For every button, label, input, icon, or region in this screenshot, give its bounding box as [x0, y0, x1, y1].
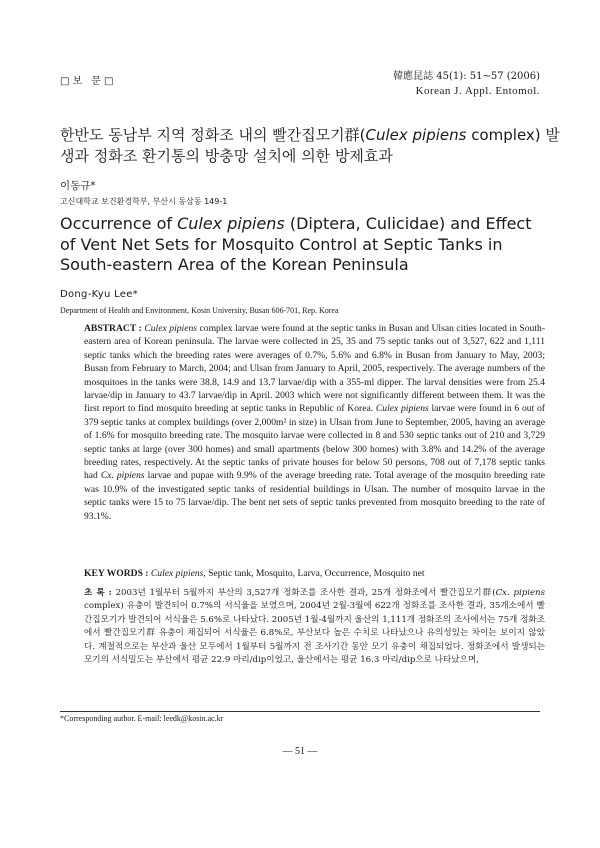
summary-label: 초 록 :	[84, 588, 112, 598]
abstract-label: ABSTRACT :	[84, 323, 142, 334]
abstract-species-2: Culex pipiens	[375, 403, 429, 415]
title-english-part2: (Diptera, Culicidae) and Effect of Vent Net Sets for Mosquito Control at Septic Tanks in South-eastern Area of the Korean Peninsula	[60, 214, 532, 274]
journal-reference: 韓應昆誌 45(1): 51∼57 (2006)	[393, 71, 540, 82]
page-number: ― 51 ―	[282, 746, 318, 757]
abstract-species-3: Cx. pipiens	[100, 470, 145, 482]
journal-name: Korean J. Appl. Entomol.	[415, 85, 540, 97]
keywords	[84, 567, 545, 580]
summary-text-1: 2003년 1월부터 5월까지 부산의 3,527개 정화조를 조사한 결과, 25개 정화조에서 빨간집모기群(	[111, 588, 496, 598]
abstract-species-1: Culex pipiens	[144, 323, 197, 334]
abstract	[84, 322, 545, 523]
affiliation-korean: 고신대학교 보건환경학부, 부산시 동삼동 149-1	[60, 197, 228, 206]
author-english: Dong-Kyu Lee*	[60, 289, 138, 300]
title-korean-part1: 한반도 동남부 지역 정화조 내의 빨간집모기群(	[60, 126, 366, 144]
title-english-species: Culex pipiens	[177, 214, 285, 233]
footnote-divider	[60, 711, 540, 712]
section-label: □보 문□	[60, 76, 117, 87]
keywords-label: KEY WORDS :	[84, 568, 149, 579]
keywords-species: Culex pipiens	[150, 568, 204, 579]
title-english	[60, 214, 550, 276]
abstract-text-2: larvae were found in 6 out of 379 septic tanks at complex buildings (over 2,000m² in size) in Ulsan from June to September, 2005, having an average of 1.6% for mosquito breeding rate. The mosquito larvae were collected in 8 and 530 septic tanks out of 210 and 3,729 septic tanks at large (over 300 homes) and small apartments (below 300 homes) with 3.8% and 14.2% of the average breeding rates, respectively. At the septic tanks of private houses for below 50 persons, 708 out of 7,178 septic tanks had	[84, 403, 545, 482]
corresponding-author-footnote: *Corresponding author. E-mail: leedk@kosin.ac.kr	[60, 714, 224, 723]
abstract-text-3: larvae and pupae with 9.9% of the average breeding rate. Total average of the mosquito breeding rate was 10.9% of the investigated septic tanks of residential buildings in Ulsan. The number of mosquito larvae in the septic tanks were 15 to 75 larvae/dip. The bent net sets of septic tanks prevented from mosquito breeding to the rate of 93.1%.	[84, 470, 546, 522]
summary-species: Cx. pipiens	[495, 588, 546, 598]
summary-korean	[84, 587, 545, 667]
affiliation-english: Department of Health and Environment, Kosin University, Busan 606-701, Rep. Korea	[60, 306, 339, 315]
title-korean	[60, 125, 560, 167]
title-korean-species: Culex pipiens	[365, 126, 467, 144]
journal-header	[393, 70, 540, 98]
keywords-text: , Septic tank, Mosquito, Larva, Occurrence, Mosquito net	[203, 568, 425, 579]
author-korean: 이동규*	[60, 180, 96, 192]
summary-text-2: complex) 유충이 발견되어 0.7%의 서식율을 보였으며, 2004년 2월-3월에 622개 정화조를 조사한 결과, 35개소에서 빨간집모기가 발견되어 서식율은 5.6%로 나타났다. 2005년 1월-4월까지 울산의 1,111개 정화조의 조사에서는 75개 정화조에서 빨간집모기群 유충이 채집되어 서식율은 6.8%로, 부산보다 높은 수치로 나타났으나 유의성있는 차이는 보이지 않았다. 계절적으로는 부산과 울산 모두에서 1월부터 5월까지 전 조사기간 동안 모기 유충이 채집되었다. 정화조에서 발생되는 모기의 서식밀도는 부산에서 평균 22.9 마리/dip이었고, 울산에서는 평균 16.3 마리/dip으로 나타났으며,	[84, 601, 545, 666]
title-english-part1: Occurrence of	[60, 214, 178, 233]
abstract-text-1: complex larvae were found at the septic tanks in Busan and Ulsan cities located in South-eastern area of Korean peninsula. The larvae were collected in 25, 35 and 75 septic tanks out of 3,527, 622 and 1,111 septic tanks which the breeding rates were averages of 0.7%, 5.6% and 6.8% in Busan from January to May, 2003; Busan from February to March, 2004; and Ulsan from January to April, 2005, respectively. The average numbers of the mosquitoes in the tanks were 38.8, 14.9 and 13.7 larvae/dip with a 355-ml dipper. The larval densities were from 25.4 larvae/dip in January to 43.7 larvae/dip in April. 2003 which were not significantly different between them. It was the first report to find mosquito breeding at septic tanks in Republic of Korea.	[84, 323, 546, 415]
title-korean-part2: complex) 발생과 정화조 환기통의 방충망 설치에 의한 방제효과	[60, 126, 560, 165]
